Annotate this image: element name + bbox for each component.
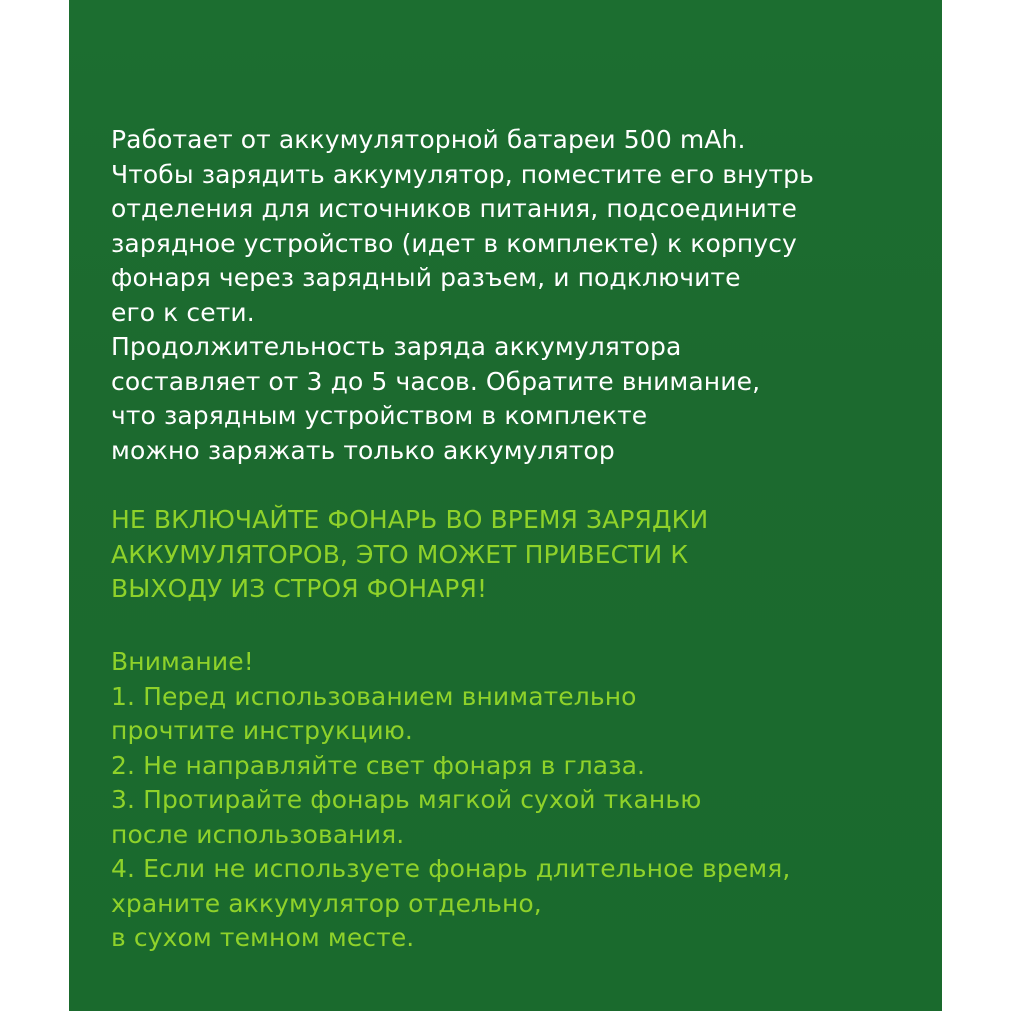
attention-line: после использования. xyxy=(111,819,405,849)
attention-notes xyxy=(111,645,790,956)
attention-line: прочтите инструкцию. xyxy=(111,716,413,745)
warning-line: ВЫХОДУ ИЗ СТРОЯ ФОНАРЯ! xyxy=(111,574,488,603)
charging-instructions xyxy=(111,123,814,468)
attention-line: в сухом темном месте. xyxy=(111,923,415,952)
charging-warning xyxy=(111,503,708,607)
intro-line: его к сети. xyxy=(111,297,255,327)
intro-line: отделения для источников питания, подсоедините xyxy=(111,194,798,223)
intro-line: фонаря через зарядный разъем, и подключите xyxy=(111,263,741,292)
intro-line: Продолжительность заряда аккумулятора xyxy=(111,332,682,361)
intro-line: можно заряжать только аккумулятор xyxy=(111,435,615,465)
attention-line: 4. Если не используете фонарь длительное время, xyxy=(111,854,791,883)
intro-line: зарядное устройство (идет в комплекте) к корпусу xyxy=(111,228,797,258)
intro-line: Чтобы зарядить аккумулятор, поместите его внутрь xyxy=(111,159,814,189)
intro-line: составляет от 3 до 5 часов. Обратите внимание, xyxy=(111,366,761,396)
attention-line: храните аккумулятор отдельно, xyxy=(111,888,542,918)
warning-line: АККУМУЛЯТОРОВ, ЭТО МОЖЕТ ПРИВЕСТИ К xyxy=(111,539,689,569)
attention-heading: Внимание! xyxy=(111,647,254,676)
attention-line: 2. Не направляйте свет фонаря в глаза. xyxy=(111,750,646,780)
intro-line: что зарядным устройством в комплекте xyxy=(111,401,648,430)
warning-line: НЕ ВКЛЮЧАЙТЕ ФОНАРЬ ВО ВРЕМЯ ЗАРЯДКИ xyxy=(111,505,709,534)
intro-line: Работает от аккумуляторной батареи 500 mAh. xyxy=(111,125,746,154)
instruction-panel xyxy=(69,0,942,1011)
attention-line: 3. Протирайте фонарь мягкой сухой тканью xyxy=(111,785,702,814)
attention-line: 1. Перед использованием внимательно xyxy=(111,681,637,711)
